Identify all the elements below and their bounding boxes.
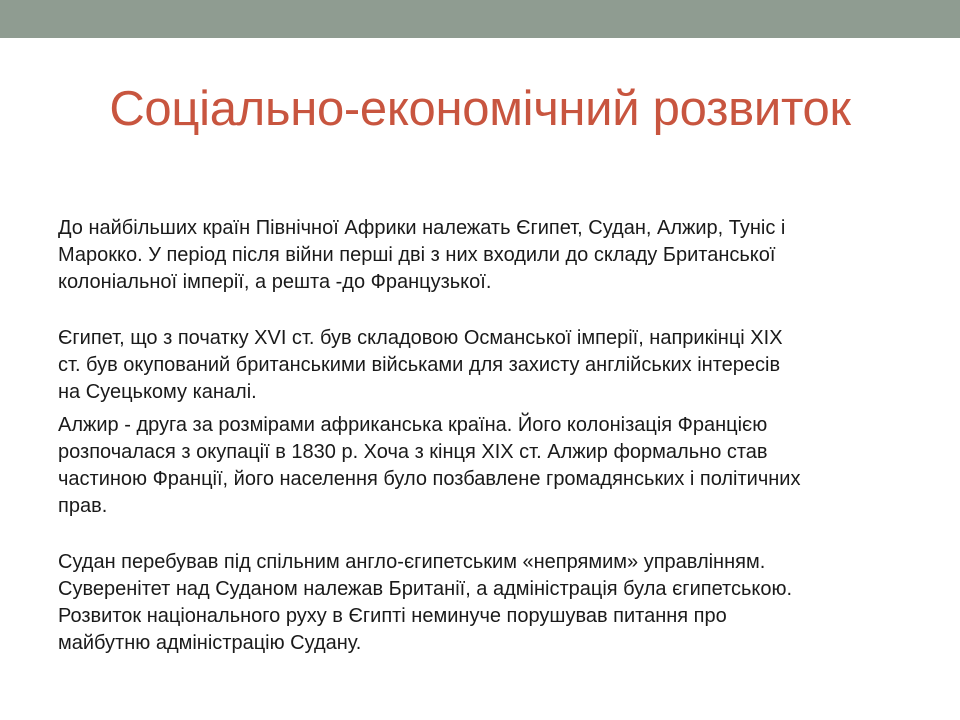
paragraph-gap xyxy=(58,296,918,325)
paragraph-algeria xyxy=(58,412,918,520)
text-line: частиною Франції, його населення було позбавлене громадянських і політичних xyxy=(58,468,801,490)
text-line: прав. xyxy=(58,495,108,517)
text-line: Розвиток національного руху в Єгипті неминуче порушував питання про xyxy=(58,605,727,627)
text-line: на Суецькому каналі. xyxy=(58,381,257,403)
text-line: Єгипет, що з початку XVI ст. був складовою Османської імперії, наприкінці XIX xyxy=(58,327,783,349)
paragraph-egypt xyxy=(58,325,918,406)
text-line: Марокко. У період після війни перші дві з них входили до складу Британської xyxy=(58,244,776,266)
text-line: колоніальної імперії, а решта -до Французької. xyxy=(58,271,492,293)
slide-body xyxy=(58,215,918,657)
text-line: Алжир - друга за розмірами африканська країна. Його колонізація Францією xyxy=(58,414,768,436)
text-line: майбутню адміністрацію Судану. xyxy=(58,632,362,654)
text-line: Судан перебував під спільним англо-єгипетським «непрямим» управлінням. xyxy=(58,551,766,573)
text-line: ст. був окупований британськими військами для захисту англійських інтересів xyxy=(58,354,781,376)
text-line: До найбільших країн Північної Африки належать Єгипет, Судан, Алжир, Туніс і xyxy=(58,217,786,239)
text-line: розпочалася з окупації в 1830 р. Хоча з кінця XIX ст. Алжир формально став xyxy=(58,441,768,463)
text-line: Суверенітет над Суданом належав Британії, а адміністрація була єгипетською. xyxy=(58,578,793,600)
slide-title: Соціально-економічний розвиток xyxy=(109,82,851,136)
top-band xyxy=(0,0,960,38)
paragraph-countries xyxy=(58,215,918,296)
paragraph-sudan xyxy=(58,549,918,657)
paragraph-gap xyxy=(58,520,918,549)
